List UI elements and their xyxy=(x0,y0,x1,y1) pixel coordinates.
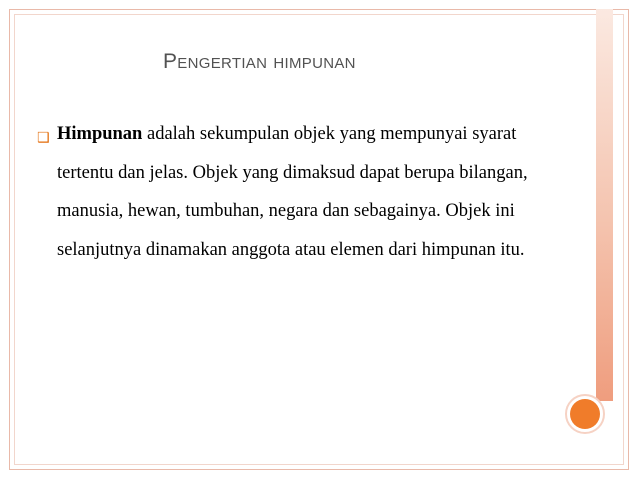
bullet-bold-term: Himpunan xyxy=(57,124,143,144)
slide-title: Pengertian himpunan xyxy=(163,50,356,73)
decorative-gradient-bar xyxy=(596,9,613,401)
bullet-paragraph xyxy=(57,115,557,269)
hollow-square-bullet-icon: ❑ xyxy=(37,130,50,146)
bullet-text: adalah sekumpulan objek yang mempunyai syarat tertentu dan jelas. Objek yang dimaksud dapat berupa bilangan, manusia, hewan, tumbuhan, negara dan sebagainya. Objek ini selanjutnya dinamakan anggota atau elemen dari himpunan itu. xyxy=(57,124,528,260)
decorative-orange-circle xyxy=(570,399,600,429)
